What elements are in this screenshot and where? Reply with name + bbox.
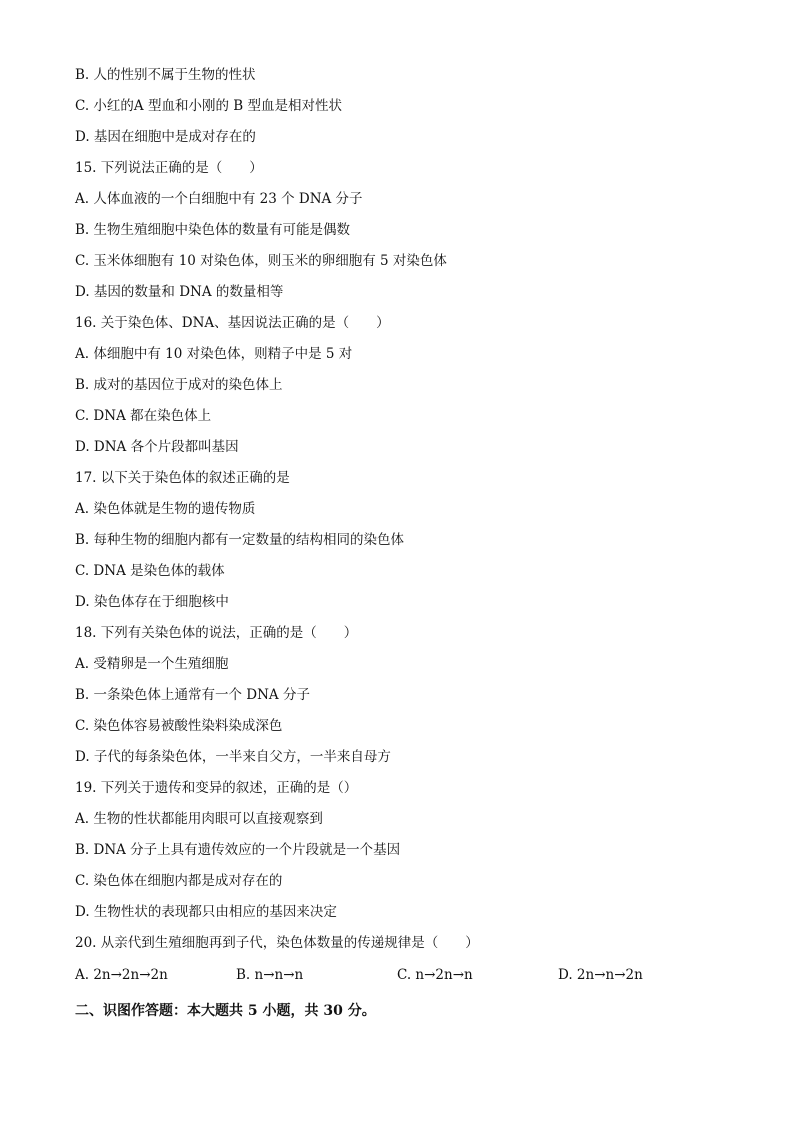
q20-option-c: C. n→2n→n [397, 967, 473, 983]
q16-stem: 16. 关于染色体、DNA、基因说法正确的是（ ） [75, 315, 390, 331]
q15-option-a: A. 人体血液的一个白细胞中有 23 个 DNA 分子 [75, 191, 363, 207]
q19-stem: 19. 下列关于遗传和变异的叙述，正确的是（） [75, 780, 358, 796]
q14-option-b: B. 人的性别不属于生物的性状 [75, 67, 256, 83]
section-heading: 二、识图作答题：本大题共 5 小题，共 30 分。 [75, 1003, 376, 1019]
q20-option-b: B. n→n→n [236, 967, 304, 983]
q19-option-a: A. 生物的性状都能用肉眼可以直接观察到 [75, 811, 323, 827]
q16-option-d: D. DNA 各个片段都叫基因 [75, 439, 239, 455]
q18-option-a: A. 受精卵是一个生殖细胞 [75, 656, 229, 672]
q15-option-b: B. 生物生殖细胞中染色体的数量有可能是偶数 [75, 222, 351, 238]
q20-stem: 20. 从亲代到生殖细胞再到子代，染色体数量的传递规律是（ ） [75, 935, 479, 951]
q14-option-d: D. 基因在细胞中是成对存在的 [75, 129, 256, 145]
q17-option-b: B. 每种生物的细胞内都有一定数量的结构相同的染色体 [75, 532, 405, 548]
q18-stem: 18. 下列有关染色体的说法，正确的是（ ） [75, 625, 358, 641]
q17-option-d: D. 染色体存在于细胞核中 [75, 594, 229, 610]
q20-option-a: A. 2n→2n→2n [75, 967, 168, 983]
q18-option-b: B. 一条染色体上通常有一个 DNA 分子 [75, 687, 310, 703]
q17-option-c: C. DNA 是染色体的载体 [75, 563, 225, 579]
q19-option-c: C. 染色体在细胞内都是成对存在的 [75, 873, 283, 889]
q17-stem: 17. 以下关于染色体的叙述正确的是 [75, 470, 290, 486]
q17-option-a: A. 染色体就是生物的遗传物质 [75, 501, 256, 517]
q15-option-c: C. 玉米体细胞有 10 对染色体，则玉米的卵细胞有 5 对染色体 [75, 253, 447, 269]
q15-option-d: D. 基因的数量和 DNA 的数量相等 [75, 284, 284, 300]
q16-option-c: C. DNA 都在染色体上 [75, 408, 212, 424]
q20-option-d: D. 2n→n→2n [558, 967, 643, 983]
q19-option-d: D. 生物性状的表现都只由相应的基因来决定 [75, 904, 337, 920]
q18-option-c: C. 染色体容易被酸性染料染成深色 [75, 718, 283, 734]
q19-option-b: B. DNA 分子上具有遗传效应的一个片段就是一个基因 [75, 842, 401, 858]
q16-option-b: B. 成对的基因位于成对的染色体上 [75, 377, 283, 393]
q15-stem: 15. 下列说法正确的是（ ） [75, 160, 263, 176]
q18-option-d: D. 子代的每条染色体，一半来自父方，一半来自母方 [75, 749, 391, 765]
q16-option-a: A. 体细胞中有 10 对染色体，则精子中是 5 对 [75, 346, 353, 362]
q14-option-c: C. 小红的A 型血和小刚的 B 型血是相对性状 [75, 98, 342, 114]
